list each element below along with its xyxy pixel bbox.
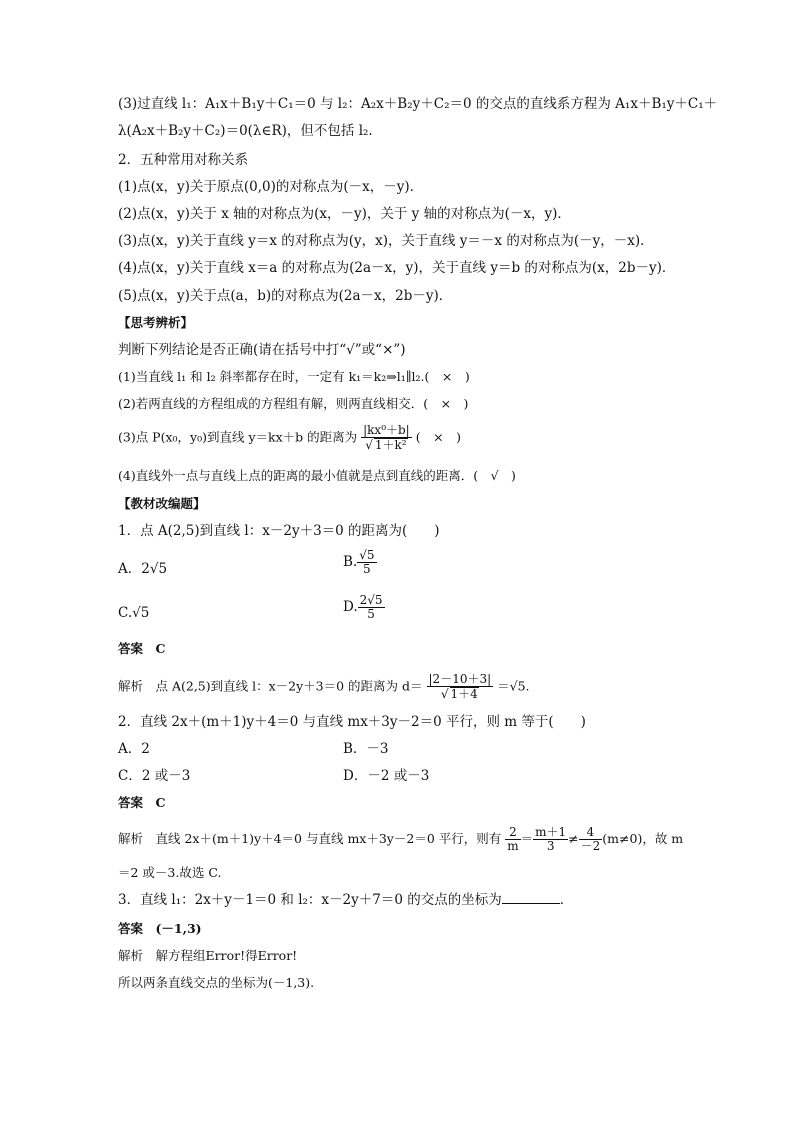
fraction-denominator: √ 1＋k² <box>365 438 407 452</box>
option-d: D．－2 或－3 <box>343 768 430 784</box>
question: 2．直线 2x＋(m＋1)y＋4＝0 与直线 mx＋3y－2＝0 平行，则 m 等于( ) <box>118 714 586 730</box>
option-b: B．－3 <box>343 741 389 757</box>
answer: 答案 C <box>118 795 166 810</box>
explanation: 解析 解方程组Error!得Error! <box>118 948 298 963</box>
text-line: (4)直线外一点与直线上点的距离的最小值就是点到直线的距离．( √ ) <box>118 468 516 483</box>
option-fraction <box>358 594 385 621</box>
answer-blank <box>502 891 560 904</box>
fraction-numerator: m＋1 <box>535 825 567 839</box>
section-label: 【思考辨析】 <box>118 315 194 330</box>
question: 1．点 A(2,5)到直线 l：x－2y＋3＝0 的距离为( ) <box>118 523 440 539</box>
fraction <box>533 826 568 853</box>
fraction-denominator: 5 <box>367 607 375 621</box>
text-line: 所以两条直线交点的坐标为(－1,3). <box>118 975 315 990</box>
text-line: (3)过直线 l₁：A₁x＋B₁y＋C₁＝0 与 l₂：A₂x＋B₂y＋C₂＝0 的交点的直线系方程为 A₁x＋B₁y＋C₁＋ <box>118 96 718 112</box>
distance-fraction <box>361 424 412 452</box>
answer: 答案 C <box>118 641 166 656</box>
option-d <box>343 594 385 621</box>
text-segment: (3)点 P(x₀，y₀)到直线 y＝kx＋b 的距离为 <box>118 429 358 445</box>
text-segment: ＝√5. <box>497 678 530 694</box>
text-segment: ( × ) <box>415 429 461 445</box>
option-label: B. <box>343 554 358 570</box>
fraction <box>579 826 603 853</box>
operator: ＝ <box>520 831 534 846</box>
sqrt-radicand: 1＋k² <box>374 438 407 452</box>
text-segment: 解析 直线 2x＋(m＋1)y＋4＝0 与直线 mx＋3y－2＝0 平行，则有 <box>118 831 502 846</box>
operator: ≠ <box>568 831 579 846</box>
option-c: C.√5 <box>118 605 150 621</box>
text-line: 判断下列结论是否正确(请在括号中打“√”或“×”) <box>118 342 406 358</box>
option-b <box>343 549 377 576</box>
fraction <box>505 826 520 853</box>
fraction-numerator: √5 <box>359 548 375 562</box>
text-line: (1)当直线 l₁ 和 l₂ 斜率都存在时，一定有 k₁＝k₂⇒l₁∥l₂.( × ) <box>118 369 470 384</box>
fraction-numerator: 2√5 <box>359 593 383 607</box>
text-line: (2)若两直线的方程组成的方程组有解，则两直线相交．( × ) <box>118 396 469 411</box>
text-segment: 3．直线 l₁：2x＋y－1＝0 和 l₂：x－2y＋7＝0 的交点的坐标为 <box>118 892 502 908</box>
fraction-numerator: |2－10＋3| <box>428 672 492 686</box>
fraction-denominator: －2 <box>580 839 601 853</box>
fraction-numerator: |kx⁰＋b| <box>363 423 410 437</box>
text-line: (5)点(x，y)关于点(a，b)的对称点为(2a－x，2b－y)． <box>118 288 453 304</box>
text-line: (4)点(x，y)关于直线 x＝a 的对称点为(2a－x，y)，关于直线 y＝b 的对称点为(x，2b－y)． <box>118 260 676 276</box>
option-a: A．2√5 <box>118 561 168 577</box>
fraction-numerator: 2 <box>505 826 520 840</box>
sqrt-radicand: 1＋4 <box>450 687 478 701</box>
distance-fraction <box>427 673 494 701</box>
option-c: C．2 或－3 <box>118 768 191 784</box>
option-label: D. <box>343 599 358 615</box>
fraction-numerator: 4 <box>579 826 603 840</box>
section-label: 【教材改编题】 <box>118 496 206 511</box>
option-a: A．2 <box>118 741 150 757</box>
fraction-denominator: √ 1＋4 <box>440 687 478 701</box>
text-line: (2)点(x，y)关于 x 轴的对称点为(x，－y)，关于 y 轴的对称点为(－x，y)． <box>118 206 571 222</box>
option-fraction <box>357 549 376 576</box>
answer: 答案 (－1,3) <box>118 921 202 936</box>
text-segment: (m≠0)，故 m <box>602 831 684 846</box>
question <box>118 891 573 909</box>
explanation <box>118 826 683 853</box>
text-segment: ． <box>559 892 574 908</box>
fraction-denominator: 5 <box>363 562 371 576</box>
fraction-denominator: 3 <box>546 839 555 853</box>
text-line: ＝2 或－3.故选 C. <box>118 865 222 880</box>
text-line-with-fraction <box>118 424 461 452</box>
text-line: λ(A₂x＋B₂y＋C₂)＝0(λ∈R)，但不包括 l₂. <box>118 123 373 139</box>
explanation <box>118 673 530 701</box>
fraction-denominator: m <box>507 839 519 853</box>
text-segment: 解析 点 A(2,5)到直线 l：x－2y＋3＝0 的距离为 d＝ <box>118 678 423 694</box>
section-heading: 2．五种常用对称关系 <box>118 152 249 168</box>
text-line: (1)点(x，y)关于原点(0,0)的对称点为(－x，－y)． <box>118 179 424 195</box>
text-line: (3)点(x，y)关于直线 y＝x 的对称点为(y，x)，关于直线 y＝－x 的对称点为(－y，－x)． <box>118 233 654 249</box>
